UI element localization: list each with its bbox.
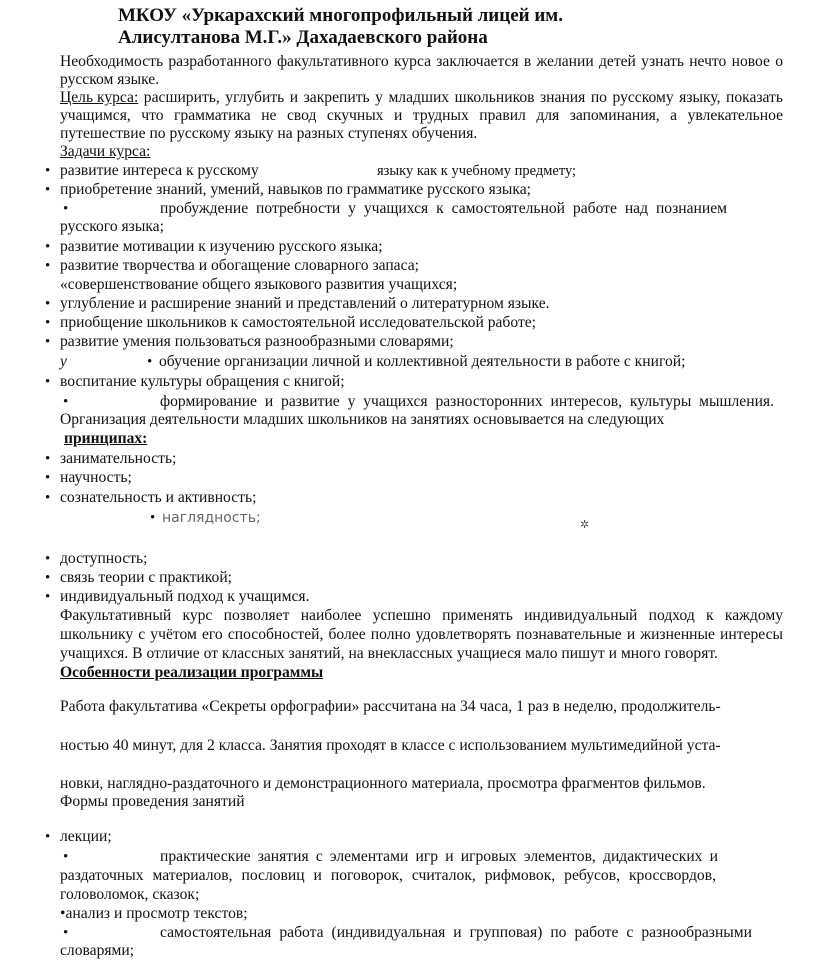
tasks-label: Задачи курса:: [60, 143, 151, 160]
task-1a: развитие интереса к русскому: [60, 162, 259, 179]
principles-intro: Организация деятельности младших школьников на занятиях основывается на следующих: [60, 411, 665, 428]
bullet-icon: •: [45, 570, 51, 586]
bullet-icon: •: [45, 315, 51, 331]
bullet-icon: •: [45, 451, 51, 467]
form-3: •анализ и просмотр текстов;: [60, 905, 248, 922]
scan-speck-icon: ✲: [580, 518, 590, 531]
features-line-3: новки, наглядно-раздаточного и демонстрационного материала, просмотра фрагментов фильмов.: [60, 775, 706, 792]
goal-label: Цель курса:: [60, 89, 139, 106]
principle-5: доступность;: [60, 550, 148, 567]
bullet-icon: •: [45, 258, 51, 274]
task-3a: пробуждение потребности у учащихся к самостоятельной работе над познанием: [160, 200, 727, 217]
bullet-icon: •: [45, 334, 51, 350]
task-2: приобретение знаний, умений, навыков по грамматике русского языка;: [60, 181, 531, 198]
bullet-icon: •: [45, 490, 51, 506]
bullet-icon: •: [63, 394, 69, 410]
features-label: Особенности реализации программы: [60, 664, 324, 681]
task-6: «совершенствование общего языкового развития учащихся;: [60, 276, 458, 293]
task-8: приобщение школьников к самостоятельной исследовательской работе;: [60, 314, 537, 331]
task-5: развитие творчества и обогащение словарного запаса;: [60, 257, 419, 274]
task-12: формирование и развитие у учащихся разносторонних интересов, культуры мышления.: [160, 393, 774, 410]
task-7: углубление и расширение знаний и представлений о литературном языке.: [60, 295, 550, 312]
bullet-icon: •: [45, 239, 51, 255]
principle-7: индивидуальный подход к учащимся.: [60, 588, 310, 605]
task-3b: русского языка;: [60, 218, 164, 235]
bullet-icon: •: [45, 589, 51, 605]
bullet-icon: •: [150, 510, 156, 526]
principle-2: научность;: [60, 469, 132, 486]
form-4a: самостоятельная работа (индивидуальная и групповая) по работе с разнообразными: [160, 924, 752, 941]
document-title-line-1: МКОУ «Уркарахский многопрофильный лицей им.: [118, 5, 563, 26]
features-line-1: Работа факультатива «Секреты орфографии» рассчитана на 34 часа, 1 раз в неделю, продолжитель-: [60, 698, 721, 715]
bullet-icon: •: [45, 182, 51, 198]
bullet-icon: •: [45, 551, 51, 567]
task-1b: языку как к учебному предмету;: [377, 163, 577, 179]
bullet-icon: •: [147, 354, 153, 370]
form-1: лекции;: [60, 828, 112, 845]
form-4b: словарями;: [60, 942, 135, 959]
task-11: воспитание культуры обращения с книгой;: [60, 373, 345, 390]
principle-4: наглядность;: [162, 510, 261, 526]
forms-label: Формы проведения занятий: [60, 793, 245, 810]
principle-1: занимательность;: [60, 450, 177, 467]
document-title-line-2: Алисултанова М.Г.» Дахадаевского района: [118, 27, 488, 48]
form-2b: раздаточных материалов, пословиц и поговорок, считалок, рифмовок, ребусов, кроссвордов,: [60, 867, 716, 884]
intro-line-2: русском языке.: [60, 71, 160, 88]
task-4: развитие мотивации к изучению русского языка;: [60, 238, 383, 255]
goal-line-1: [60, 89, 783, 107]
bullet-icon: •: [63, 201, 69, 217]
bullet-icon: •: [45, 374, 51, 390]
bullet-icon: •: [45, 296, 51, 312]
form-2c: головоломок, сказок;: [60, 886, 200, 903]
task-9: развитие умения пользоваться разнообразными словарями;: [60, 333, 454, 350]
course-line-3: учащихся. В отличие от классных занятий, на внеклассных учащиеся мало пишут и много говорят.: [60, 645, 718, 662]
bullet-icon: •: [45, 470, 51, 486]
course-line-2: школьнику с учётом его способностей, более полно удовлетворять познавательные и жизненные интересы: [60, 626, 783, 643]
bullet-icon: •: [45, 829, 51, 845]
principle-6: связь теории с практикой;: [60, 569, 233, 586]
bullet-icon: •: [63, 849, 69, 865]
goal-text-1: расширить, углубить и закрепить у младших школьников знания по русскому языку, показать: [138, 89, 783, 106]
task-10-prefix: у: [60, 353, 67, 370]
course-line-1: Факультативный курс позволяет наиболее успешно применять индивидуальный подход к каждому: [60, 607, 783, 624]
form-2a: практические занятия с элементами игр и игровых элементов, дидактических и: [160, 848, 718, 865]
principles-label: принципах:: [64, 430, 148, 447]
bullet-icon: •: [45, 163, 51, 179]
task-10: обучение организации личной и коллективной деятельности в работе с книгой;: [159, 353, 686, 370]
goal-line-2: учащимся, что грамматика не свод скучных и трудных правил для запоминания, а увлекательное: [60, 107, 783, 124]
features-line-2: ностью 40 минут, для 2 класса. Занятия проходят в классе с использованием мультимедийной уста-: [60, 737, 721, 754]
goal-line-3: путешествие по русскому языку на разных ступенях обучения.: [60, 125, 478, 142]
intro-line-1: Необходимость разработанного факультативного курса заключается в желании детей узнать нечто новое о: [60, 53, 783, 70]
principle-3: сознательность и активность;: [60, 489, 257, 506]
bullet-icon: •: [63, 925, 69, 941]
